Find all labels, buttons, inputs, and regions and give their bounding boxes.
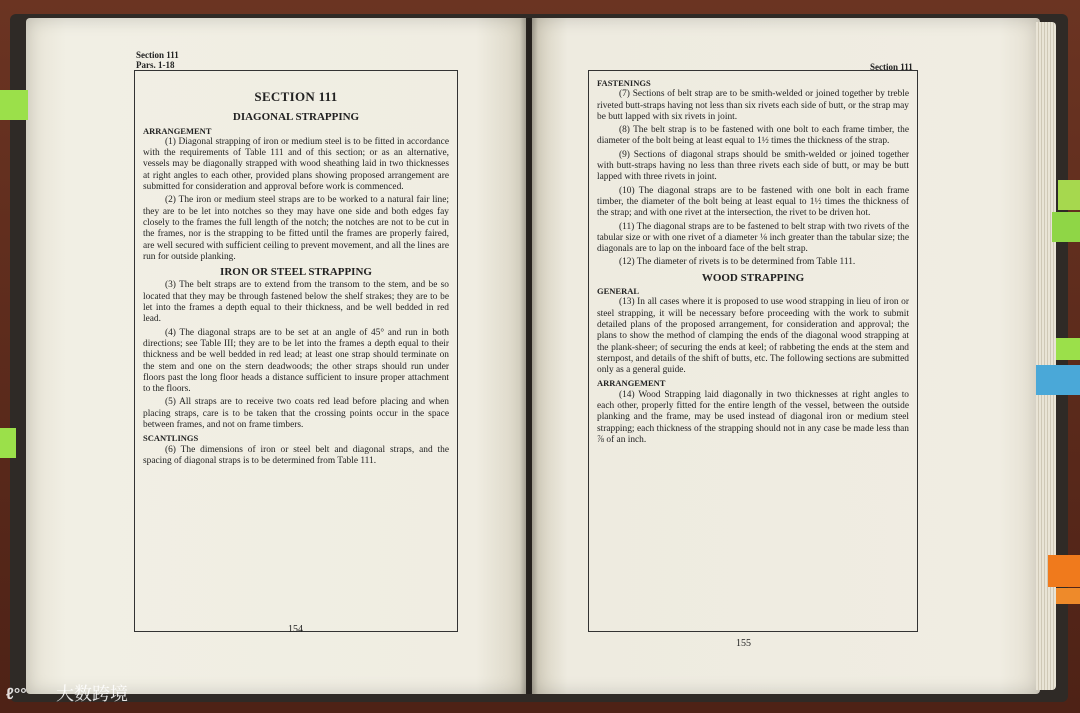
right-page-number: 155: [736, 638, 751, 649]
paragraph-3: (3) The belt straps are to extend from the transom to the stem, and be so located that they may be through fastened below the shelf strakes; they are to be let into the frames a depth equal to their thickness, and be well bedded in red lead.: [143, 280, 449, 325]
paragraph-11: (11) The diagonal straps are to be fastened to belt strap with two rivets of the tabular size or with one rivet of a diameter ⅛ inch greater than the tabular size; the diagonals are to lap on the inboard face of the belt strap.: [597, 221, 909, 255]
subheading-arrangement-wood: ARRANGEMENT: [597, 378, 666, 389]
paragraph-2: (2) The iron or medium steel straps are to be worked to a natural fair line; they are to be let into notches so they may have one side and both edges fay closely to the frames the full length of the notch; the notches are not to be cut in the frames, nor is the strapping to be fitted until the frames are properly faired, are well secured with sufficient ceiling to prevent movement, and all the lines are run for outside planking.: [143, 195, 449, 262]
paragraph-5: (5) All straps are to receive two coats red lead before placing and when placing straps, care is to be taken that the crossing points occur in the space between frames, and not on frame timbers.: [143, 397, 449, 431]
left-header-pars: Pars. 1-18: [136, 60, 175, 70]
paragraph-14: (14) Wood Strapping laid diagonally in two thicknesses at right angles to each other, properly fitted for the entire length of the vessel, between the outside planking and the frame, may be used instead of diagonal iron or medium steel strapping; each thickness of the strapping should not in any case be made less than ⅞ of an inch.: [597, 389, 909, 445]
paragraph-12: (12) The diameter of rivets is to be determined from Table 111.: [619, 257, 856, 268]
right-header-section: Section 111: [870, 62, 913, 72]
sticky-tab-green-right-3[interactable]: [1056, 338, 1080, 360]
heading-wood-strapping: WOOD STRAPPING: [701, 271, 805, 284]
right-text-frame: [588, 70, 918, 632]
sticky-tab-green-right-1[interactable]: [1058, 180, 1080, 210]
paragraph-13: (13) In all cases where it is proposed to use wood strapping in lieu of iron or steel strapping, it will be necessary before proceeding with the work to submit detailed plans of the proposed arrangement, for consideration and approval; the plans to show the method of clamping the ends of the diagonal wood strapping at the plank-sheer; of securing the ends at keel; of rabbeting the ends at the stem and sternpost, and details of the shift of butts, etc. The following sections are submitted only as a general guide.: [597, 297, 909, 376]
watermark: [6, 680, 128, 706]
subheading-scantlings: SCANTLINGS: [143, 433, 199, 444]
sticky-tab-green-right-2[interactable]: [1052, 212, 1080, 242]
paragraph-8: (8) The belt strap is to be fastened with one bolt to each frame timber, the diameter of the bolt being at least equal to 1½ times the thickness of the strap.: [597, 125, 909, 147]
paragraph-10: (10) The diagonal straps are to be fastened with one bolt in each frame timber, the diameter of the bolt being at least equal to 1½ times the thickness of the strap; and with one rivet at the intersection, the rivet to be driven hot.: [597, 185, 909, 219]
paragraph-4: (4) The diagonal straps are to be set at an angle of 45° and run in both directions; see Table III; they are to be let into the frames a depth equal to their thickness and be well bedded in red lead; at least one strap should terminate on the stem and one on the stern deadwoods; the other straps should run under floors past the long floor heads a distance sufficient to insure proper attachment to the floors.: [143, 327, 449, 395]
subheading-general: GENERAL: [597, 286, 640, 297]
sticky-tab-green-left-mid[interactable]: [0, 428, 16, 458]
left-text-frame: [134, 70, 458, 632]
sticky-tab-orange-right-2[interactable]: [1056, 588, 1080, 604]
heading-diagonal-strapping: DIAGONAL STRAPPING: [232, 111, 360, 124]
page-edges: [1036, 22, 1056, 690]
watermark-logo-icon: [6, 682, 50, 704]
left-page: [26, 18, 526, 694]
left-header-section: Section 111: [136, 50, 179, 60]
subheading-arrangement: ARRANGEMENT: [143, 125, 212, 136]
section-title: SECTION 111: [254, 89, 338, 104]
heading-iron-steel-strapping: IRON OR STEEL STRAPPING: [220, 266, 372, 279]
sticky-tab-orange-right-1[interactable]: [1048, 555, 1080, 587]
paragraph-9: (9) Sections of diagonal straps should be smith-welded or joined together with butt-straps having no less than three rivets each side of butt, or may be butt lapped with three rivets in joint.: [597, 149, 909, 183]
left-page-number: 154: [288, 624, 303, 635]
paragraph-6: (6) The dimensions of iron or steel belt and diagonal straps, and the spacing of diagonal straps is to be determined from Table 111.: [143, 444, 449, 466]
svg-text:ℓ°°: ℓ°°: [6, 686, 27, 703]
sticky-tab-green-left-top[interactable]: [0, 90, 28, 120]
right-page: [532, 18, 1040, 694]
paragraph-7: (7) Sections of belt strap are to be smith-welded or joined together by treble riveted butt-straps having not less than six rivets each side of butt, or the strap may be butt lapped with six rivets in joint.: [597, 89, 909, 122]
book-gutter: [520, 18, 538, 694]
subheading-fastenings: FASTENINGS: [597, 78, 651, 88]
paragraph-1: (1) Diagonal strapping of iron or medium steel is to be fitted in accordance with the requirements of Table 111 and of this section; or as an alternative, vessels may be diagonally strapped with wood sheathing laid in two thicknesses at right angles to each other, provided plans showing proposed arrangement are submitted for consideration and approval before work is commenced.: [143, 136, 449, 193]
left-content: [143, 77, 449, 469]
watermark-text: 大数跨境: [56, 684, 128, 705]
sticky-tab-blue-right[interactable]: [1036, 365, 1080, 395]
right-content: [597, 77, 909, 448]
